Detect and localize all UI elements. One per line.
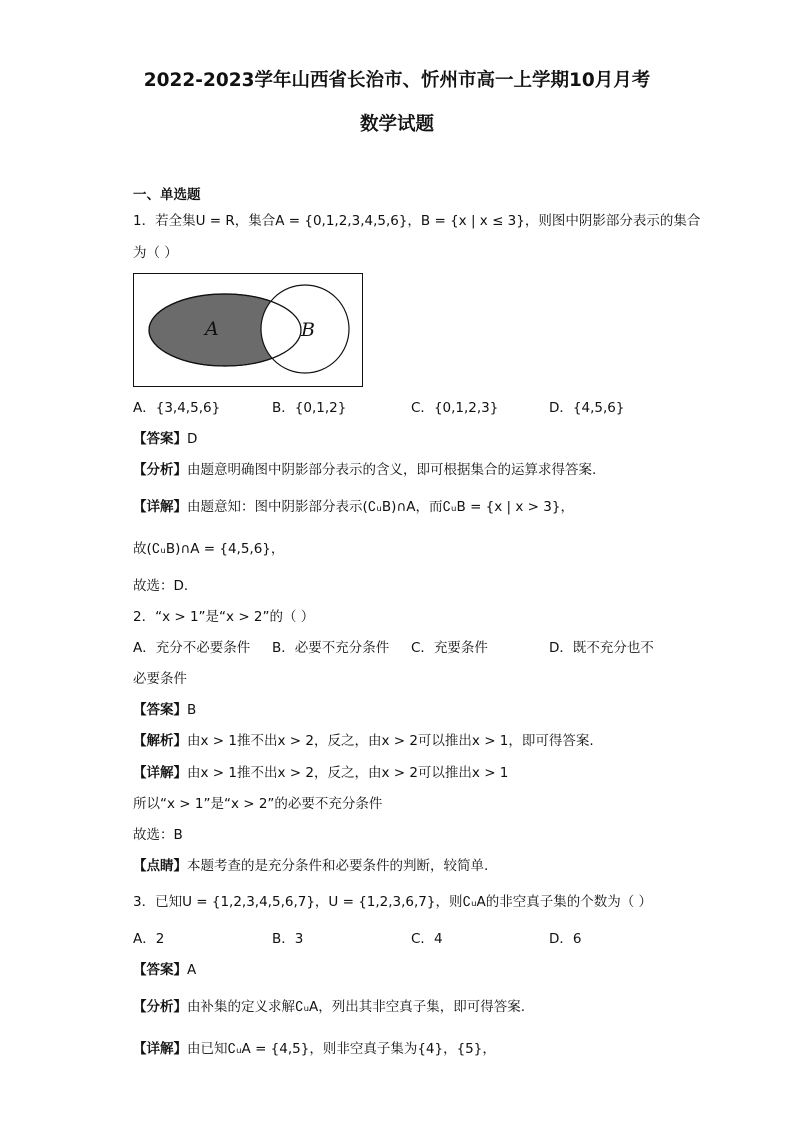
q2-option-b: B．必要不充分条件: [272, 640, 390, 656]
q1-option-a: A．{3,4,5,6}: [133, 400, 221, 416]
q2-detail-line2: 所以“x > 1”是“x > 2”的必要不充分条件: [133, 796, 383, 812]
q3-stem: 3．已知U = {1,2,3,4,5,6,7}，U = {1,2,3,6,7}，则∁ᵤA的非空真子集的个数为（ ）: [133, 894, 653, 910]
q1-analysis: 【分析】由题意明确图中阴影部分表示的含义，即可根据集合的运算求得答案.: [133, 462, 597, 478]
q3-option-b: B．3: [272, 931, 304, 947]
q1-option-d: D．{4,5,6}: [549, 400, 625, 416]
q3-analysis: 【分析】由补集的定义求解∁ᵤA，列出其非空真子集，即可得答案.: [133, 999, 526, 1015]
q3-option-c: C．4: [411, 931, 443, 947]
q2-option-d-continuation: 必要条件: [133, 671, 187, 687]
q2-note: 【点睛】本题考查的是充分条件和必要条件的判断，较简单.: [133, 858, 489, 874]
q2-option-d: D．既不充分也不: [549, 640, 654, 656]
q2-stem: 2．“x > 1”是“x > 2”的（ ）: [133, 609, 315, 625]
q2-option-a: A．充分不必要条件: [133, 640, 251, 656]
q3-detail: 【详解】由已知∁ᵤA = {4,5}，则非空真子集为{4}，{5}，: [133, 1041, 496, 1057]
q2-option-c: C．充要条件: [411, 640, 488, 656]
q1-answer: 【答案】D: [133, 431, 198, 447]
q1-option-c: C．{0,1,2,3}: [411, 400, 499, 416]
q2-detail-line3: 故选：B: [133, 827, 183, 843]
q2-answer: 【答案】B: [133, 702, 197, 718]
venn-label-b: B: [301, 319, 315, 341]
q1-option-b: B．{0,1,2}: [272, 400, 347, 416]
q1-detail-line1: 【详解】由题意知：图中阴影部分表示(∁ᵤB)∩A，而∁ᵤB = {x | x > 3}，: [133, 499, 574, 515]
q1-stem-line1: 1．若全集U = R，集合A = {0,1,2,3,4,5,6}，B = {x | x ≤ 3}，则图中阴影部分表示的集合: [133, 213, 701, 229]
section-heading: 一、单选题: [133, 187, 201, 203]
q2-detail-line1: 【详解】由x > 1推不出x > 2，反之，由x > 2可以推出x > 1: [133, 765, 509, 781]
q3-option-d: D．6: [549, 931, 582, 947]
document-title-line2: 数学试题: [359, 114, 434, 135]
q1-stem-line2: 为（ ）: [133, 245, 178, 261]
q1-detail-line2: 故(∁ᵤB)∩A = {4,5,6}，: [133, 541, 285, 557]
venn-diagram: [133, 273, 363, 387]
venn-label-a: A: [205, 318, 219, 340]
document-title-line1: 2022-2023学年山西省长治市、忻州市高一上学期10月月考: [143, 70, 651, 91]
q1-detail-line3: 故选：D．: [133, 578, 198, 594]
q2-analysis: 【解析】由x > 1推不出x > 2，反之，由x > 2可以推出x > 1，即可得答案.: [133, 733, 594, 749]
q3-answer: 【答案】A: [133, 962, 197, 978]
q3-option-a: A．2: [133, 931, 165, 947]
